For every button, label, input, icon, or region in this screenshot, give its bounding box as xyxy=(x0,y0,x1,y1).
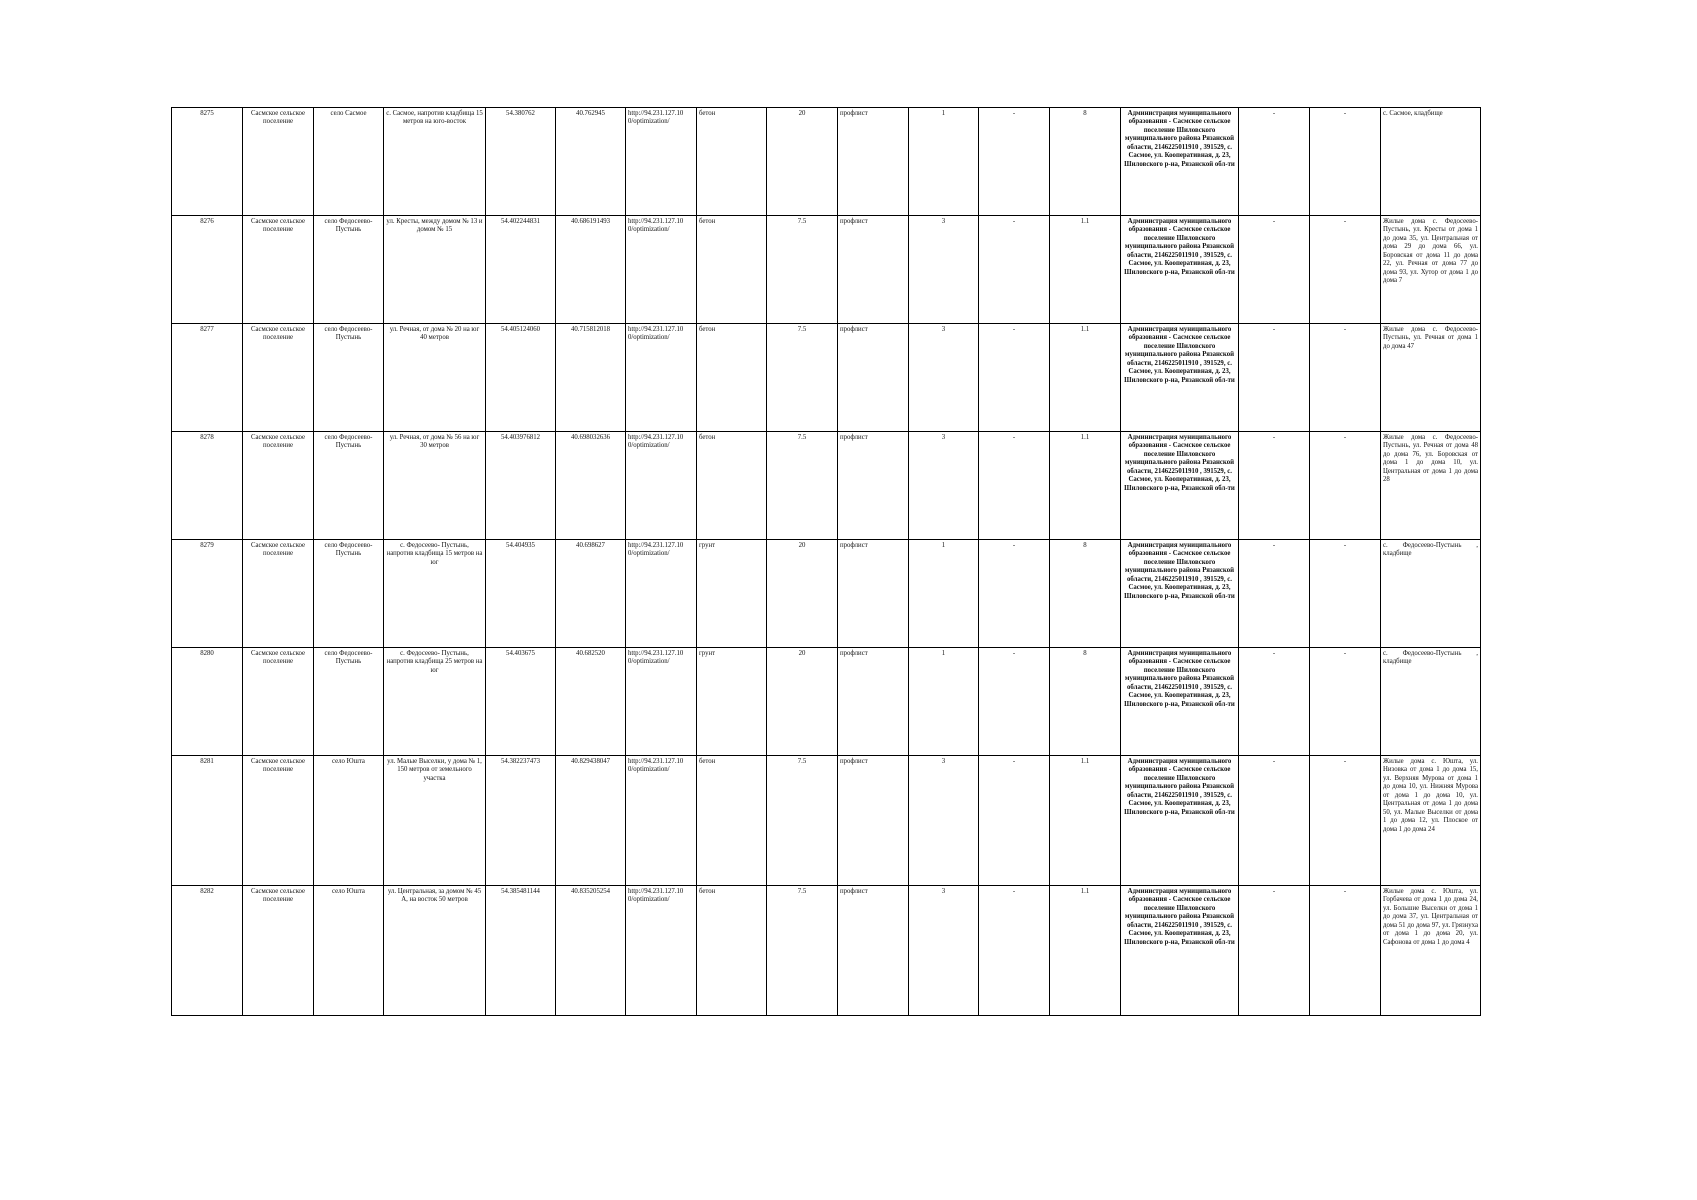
area-cell: 7.5 xyxy=(767,432,838,540)
latitude-cell: 54.403976812 xyxy=(486,432,556,540)
row-id-cell: 8276 xyxy=(172,216,243,324)
containers-planned-cell: - xyxy=(979,886,1050,1016)
table-row xyxy=(172,216,1481,324)
column-15-cell: - xyxy=(1239,648,1310,756)
address-cell: ул. Кресты, между домом № 13 и домом № 15 xyxy=(384,216,486,324)
fence-cell: профлист xyxy=(838,108,909,216)
longitude-cell: 40.682520 xyxy=(556,648,626,756)
area-cell: 7.5 xyxy=(767,216,838,324)
volume-cell: 1.1 xyxy=(1050,756,1121,886)
area-cell: 20 xyxy=(767,648,838,756)
column-15-cell: - xyxy=(1239,324,1310,432)
containers-count-cell: 1 xyxy=(909,648,979,756)
containers-count-cell: 1 xyxy=(909,108,979,216)
latitude-cell: 54.402244831 xyxy=(486,216,556,324)
owner-cell: Администрация муниципального образования - Сасмское сельское поселение Шиловского муниципального района Рязанской области, 2146225011910 , 391529, с. Сасмое, ул. Кооперативная, д. 23, Шиловского р-на, Рязанской обл-ти xyxy=(1121,432,1239,540)
containers-planned-cell: - xyxy=(979,540,1050,648)
settlement-cell: Сасмское сельское поселение xyxy=(243,886,314,1016)
latitude-cell: 54.380762 xyxy=(486,108,556,216)
locality-cell: село Сасмое xyxy=(314,108,384,216)
owner-cell: Администрация муниципального образования - Сасмское сельское поселение Шиловского муниципального района Рязанской области, 2146225011910 , 391529, с. Сасмое, ул. Кооперативная, д. 23, Шиловского р-на, Рязанской обл-ти xyxy=(1121,108,1239,216)
address-cell: ул. Малые Выселки, у дома № 1, 150 метров от земельного участка xyxy=(384,756,486,886)
area-cell: 7.5 xyxy=(767,886,838,1016)
fence-cell: профлист xyxy=(838,886,909,1016)
containers-planned-cell: - xyxy=(979,216,1050,324)
longitude-cell: 40.698627 xyxy=(556,540,626,648)
owner-cell: Администрация муниципального образования - Сасмское сельское поселение Шиловского муниципального района Рязанской области, 2146225011910 , 391529, с. Сасмое, ул. Кооперативная, д. 23, Шиловского р-на, Рязанской обл-ти xyxy=(1121,540,1239,648)
latitude-cell: 54.382237473 xyxy=(486,756,556,886)
column-16-cell: - xyxy=(1310,216,1381,324)
fence-cell: профлист xyxy=(838,540,909,648)
column-15-cell: - xyxy=(1239,108,1310,216)
row-id-cell: 8281 xyxy=(172,756,243,886)
table-row xyxy=(172,540,1481,648)
column-16-cell: - xyxy=(1310,886,1381,1016)
surface-cell: бетон xyxy=(697,216,767,324)
owner-cell: Администрация муниципального образования - Сасмское сельское поселение Шиловского муниципального района Рязанской области, 2146225011910 , 391529, с. Сасмое, ул. Кооперативная, д. 23, Шиловского р-на, Рязанской обл-ти xyxy=(1121,886,1239,1016)
address-cell: ул. Речная, от дома № 56 на юг 30 метров xyxy=(384,432,486,540)
row-id-cell: 8278 xyxy=(172,432,243,540)
area-cell: 7.5 xyxy=(767,756,838,886)
locality-cell: село Федосеево-Пустынь xyxy=(314,648,384,756)
url-cell: http://94.231.127.10 0/optimization/ xyxy=(626,108,697,216)
containers-count-cell: 3 xyxy=(909,886,979,1016)
volume-cell: 1.1 xyxy=(1050,216,1121,324)
longitude-cell: 40.829438047 xyxy=(556,756,626,886)
row-id-cell: 8280 xyxy=(172,648,243,756)
surface-cell: бетон xyxy=(697,756,767,886)
volume-cell: 8 xyxy=(1050,648,1121,756)
settlement-cell: Сасмское сельское поселение xyxy=(243,324,314,432)
registry-table xyxy=(171,107,1481,1016)
row-id-cell: 8277 xyxy=(172,324,243,432)
served-objects-cell: Жилые дома с. Федосеево-Пустынь, ул. Речная от дома 1 до дома 47 xyxy=(1381,324,1481,432)
row-id-cell: 8282 xyxy=(172,886,243,1016)
longitude-cell: 40.762945 xyxy=(556,108,626,216)
containers-count-cell: 3 xyxy=(909,756,979,886)
address-cell: ул. Центральная, за домом № 45 А, на восток 50 метров xyxy=(384,886,486,1016)
containers-count-cell: 3 xyxy=(909,432,979,540)
fence-cell: профлист xyxy=(838,432,909,540)
surface-cell: грунт xyxy=(697,540,767,648)
row-id-cell: 8279 xyxy=(172,540,243,648)
url-cell: http://94.231.127.10 0/optimization/ xyxy=(626,648,697,756)
locality-cell: село Федосеево-Пустынь xyxy=(314,540,384,648)
fence-cell: профлист xyxy=(838,216,909,324)
column-16-cell: - xyxy=(1310,756,1381,886)
table-row xyxy=(172,756,1481,886)
table-row xyxy=(172,432,1481,540)
column-16-cell: - xyxy=(1310,432,1381,540)
surface-cell: грунт xyxy=(697,648,767,756)
served-objects-cell: Жилые дома с. Федосеево-Пустынь, ул. Кресты от дома 1 до дома 35, ул. Центральная от дома 29 до дома 66, ул. Боровская от дома 11 до дома 22, ул. Речная от дома 77 до дома 93, ул. Хутор от дома 1 до дома 7 xyxy=(1381,216,1481,324)
containers-planned-cell: - xyxy=(979,648,1050,756)
volume-cell: 1.1 xyxy=(1050,432,1121,540)
settlement-cell: Сасмское сельское поселение xyxy=(243,756,314,886)
containers-planned-cell: - xyxy=(979,432,1050,540)
area-cell: 7.5 xyxy=(767,324,838,432)
latitude-cell: 54.385481144 xyxy=(486,886,556,1016)
served-objects-cell: с. Федосеево-Пустынь , кладбище xyxy=(1381,540,1481,648)
surface-cell: бетон xyxy=(697,324,767,432)
url-cell: http://94.231.127.10 0/optimization/ xyxy=(626,540,697,648)
latitude-cell: 54.405124060 xyxy=(486,324,556,432)
longitude-cell: 40.715812018 xyxy=(556,324,626,432)
column-16-cell: - xyxy=(1310,324,1381,432)
surface-cell: бетон xyxy=(697,886,767,1016)
served-objects-cell: Жилые дома с. Юшта, ул. Низовка от дома 1 до дома 15, ул. Верхняя Мурова от дома 1 до дома 10, ул. Нижняя Мурова от дома 1 до дома 10, ул. Центральная от дома 1 до дома 50, ул. Малые Выселки от дома 1 до дома 12, ул. Плоское от дома 1 до дома 24 xyxy=(1381,756,1481,886)
containers-planned-cell: - xyxy=(979,108,1050,216)
longitude-cell: 40.835205254 xyxy=(556,886,626,1016)
containers-count-cell: 3 xyxy=(909,216,979,324)
column-15-cell: - xyxy=(1239,432,1310,540)
settlement-cell: Сасмское сельское поселение xyxy=(243,216,314,324)
fence-cell: профлист xyxy=(838,648,909,756)
table-row xyxy=(172,324,1481,432)
served-objects-cell: Жилые дома с. Федосеево-Пустынь, ул. Речная от дома 48 до дома 76, ул. Боровская от дома 1 до дома 10, ул. Центральная от дома 1 до дома 28 xyxy=(1381,432,1481,540)
address-cell: ул. Речная, от дома № 20 на юг 40 метров xyxy=(384,324,486,432)
address-cell: с. Федосеево- Пустынь, напротив кладбища 25 метров на юг xyxy=(384,648,486,756)
owner-cell: Администрация муниципального образования - Сасмское сельское поселение Шиловского муниципального района Рязанской области, 2146225011910 , 391529, с. Сасмое, ул. Кооперативная, д. 23, Шиловского р-на, Рязанской обл-ти xyxy=(1121,756,1239,886)
locality-cell: село Юшта xyxy=(314,756,384,886)
url-cell: http://94.231.127.10 0/optimization/ xyxy=(626,886,697,1016)
surface-cell: бетон xyxy=(697,432,767,540)
table-row xyxy=(172,108,1481,216)
table-row xyxy=(172,886,1481,1016)
locality-cell: село Федосеево-Пустынь xyxy=(314,432,384,540)
url-cell: http://94.231.127.10 0/optimization/ xyxy=(626,432,697,540)
latitude-cell: 54.404935 xyxy=(486,540,556,648)
settlement-cell: Сасмское сельское поселение xyxy=(243,108,314,216)
surface-cell: бетон xyxy=(697,108,767,216)
fence-cell: профлист xyxy=(838,756,909,886)
volume-cell: 8 xyxy=(1050,540,1121,648)
volume-cell: 1.1 xyxy=(1050,324,1121,432)
volume-cell: 8 xyxy=(1050,108,1121,216)
column-15-cell: - xyxy=(1239,216,1310,324)
longitude-cell: 40.686191493 xyxy=(556,216,626,324)
owner-cell: Администрация муниципального образования - Сасмское сельское поселение Шиловского муниципального района Рязанской области, 2146225011910 , 391529, с. Сасмое, ул. Кооперативная, д. 23, Шиловского р-на, Рязанской обл-ти xyxy=(1121,648,1239,756)
containers-planned-cell: - xyxy=(979,756,1050,886)
served-objects-cell: с. Сасмое, кладбище xyxy=(1381,108,1481,216)
area-cell: 20 xyxy=(767,108,838,216)
owner-cell: Администрация муниципального образования - Сасмское сельское поселение Шиловского муниципального района Рязанской области, 2146225011910 , 391529, с. Сасмое, ул. Кооперативная, д. 23, Шиловского р-на, Рязанской обл-ти xyxy=(1121,216,1239,324)
column-15-cell: - xyxy=(1239,756,1310,886)
column-15-cell: - xyxy=(1239,540,1310,648)
served-objects-cell: с. Федосеево-Пустынь , кладбище xyxy=(1381,648,1481,756)
address-cell: с. Федосеево- Пустынь, напротив кладбища 15 метров на юг xyxy=(384,540,486,648)
column-16-cell: - xyxy=(1310,108,1381,216)
locality-cell: село Федосеево-Пустынь xyxy=(314,216,384,324)
table-row xyxy=(172,648,1481,756)
containers-count-cell: 1 xyxy=(909,540,979,648)
fence-cell: профлист xyxy=(838,324,909,432)
url-cell: http://94.231.127.10 0/optimization/ xyxy=(626,756,697,886)
address-cell: с. Сасмое, напротив кладбища 15 метров на юго-восток xyxy=(384,108,486,216)
settlement-cell: Сасмское сельское поселение xyxy=(243,540,314,648)
column-16-cell: - xyxy=(1310,648,1381,756)
row-id-cell: 8275 xyxy=(172,108,243,216)
settlement-cell: Сасмское сельское поселение xyxy=(243,432,314,540)
settlement-cell: Сасмское сельское поселение xyxy=(243,648,314,756)
locality-cell: село Федосеево-Пустынь xyxy=(314,324,384,432)
column-15-cell: - xyxy=(1239,886,1310,1016)
url-cell: http://94.231.127.10 0/optimization/ xyxy=(626,216,697,324)
longitude-cell: 40.698032636 xyxy=(556,432,626,540)
containers-planned-cell: - xyxy=(979,324,1050,432)
locality-cell: село Юшта xyxy=(314,886,384,1016)
column-16-cell: - xyxy=(1310,540,1381,648)
url-cell: http://94.231.127.10 0/optimization/ xyxy=(626,324,697,432)
served-objects-cell: Жилые дома с. Юшта, ул. Горбачева от дома 1 до дома 24, ул. Большие Выселки от дома 1 до дома 37, ул. Центральная от дома 51 до дома 97, ул. Грязнуха от дома 1 до дома 20, ул. Сафонова от дома 1 до дома 4 xyxy=(1381,886,1481,1016)
owner-cell: Администрация муниципального образования - Сасмское сельское поселение Шиловского муниципального района Рязанской области, 2146225011910 , 391529, с. Сасмое, ул. Кооперативная, д. 23, Шиловского р-на, Рязанской обл-ти xyxy=(1121,324,1239,432)
containers-count-cell: 3 xyxy=(909,324,979,432)
registry-table-body xyxy=(172,108,1481,1016)
area-cell: 20 xyxy=(767,540,838,648)
volume-cell: 1.1 xyxy=(1050,886,1121,1016)
latitude-cell: 54.403675 xyxy=(486,648,556,756)
